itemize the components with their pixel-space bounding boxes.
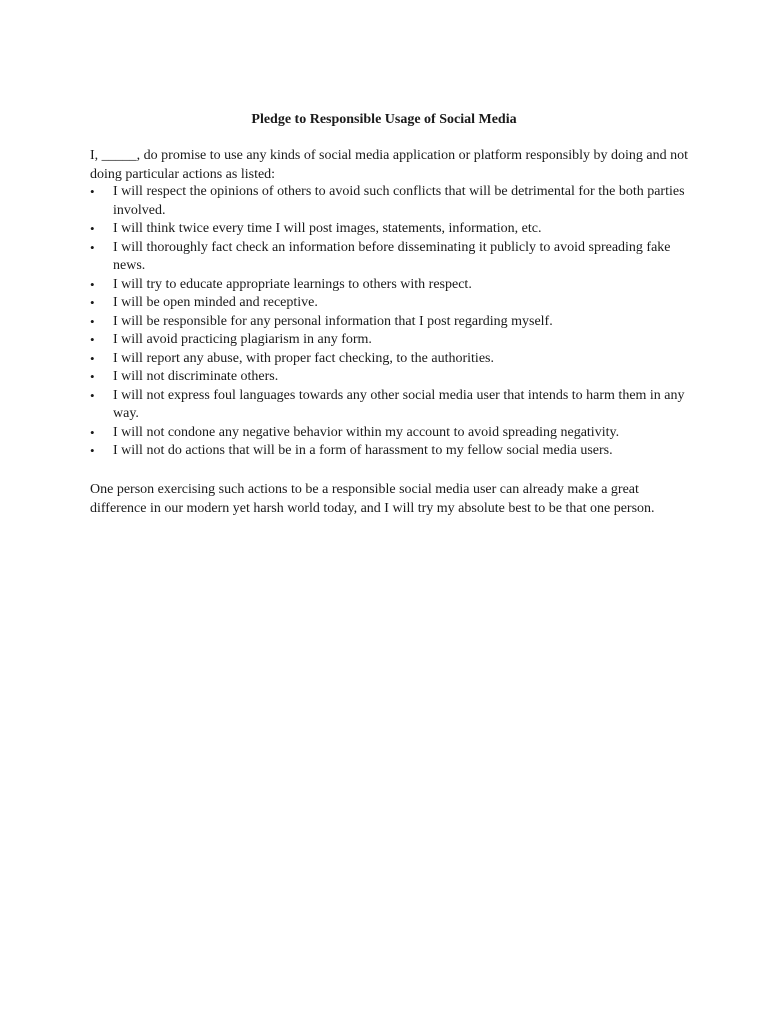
intro-paragraph: I, _____, do promise to use any kinds of social media application or platform responsibly by doing and not doing particular actions as listed: xyxy=(90,148,689,182)
pledge-text: I will not discriminate others. xyxy=(113,369,279,384)
list-item xyxy=(90,387,690,424)
pledge-text: I will try to educate appropriate learnings to others with respect. xyxy=(113,276,472,292)
pledge-text: I will respect the opinions of others to avoid such conflicts that will be detrimental for the both parties involved. xyxy=(113,184,685,218)
bullet-icon: • xyxy=(90,369,95,384)
list-item xyxy=(90,239,690,276)
bullet-icon: • xyxy=(90,276,95,292)
pledge-text: I will avoid practicing plagiarism in any form. xyxy=(113,332,372,347)
list-item xyxy=(90,276,690,295)
list-item xyxy=(90,442,690,461)
list-item xyxy=(90,220,690,239)
bullet-icon: • xyxy=(90,313,95,329)
pledge-text: I will not express foul languages towards any other social media user that intends to harm them in any way. xyxy=(113,387,685,421)
pledge-text: I will report any abuse, with proper fact checking, to the authorities. xyxy=(113,350,494,366)
bullet-icon: • xyxy=(90,387,95,403)
list-item xyxy=(90,183,690,220)
list-item xyxy=(90,424,690,443)
bullet-icon: • xyxy=(90,221,95,236)
pledge-text: I will not do actions that will be in a form of harassment to my fellow social media users. xyxy=(113,443,613,458)
pledge-text: I will think twice every time I will post images, statements, information, etc. xyxy=(113,221,542,236)
list-item xyxy=(90,368,690,387)
bullet-icon: • xyxy=(90,184,95,199)
pledge-text: I will be responsible for any personal information that I post regarding myself. xyxy=(113,313,553,329)
list-item xyxy=(90,350,690,369)
pledge-list xyxy=(90,183,690,461)
pledge-text: I will thoroughly fact check an information before disseminating it publicly to avoid spreading fake news. xyxy=(113,239,671,273)
list-item xyxy=(90,331,690,350)
bullet-icon: • xyxy=(90,332,95,347)
bullet-icon: • xyxy=(90,239,95,255)
closing-paragraph: One person exercising such actions to be a responsible social media user can already make a great difference in our modern yet harsh world today, and I will try my absolute best to be that one person. xyxy=(90,482,655,516)
list-item xyxy=(90,294,690,313)
bullet-icon: • xyxy=(90,443,95,458)
pledge-text: I will be open minded and receptive. xyxy=(113,295,318,310)
document-title: Pledge to Responsible Usage of Social Media xyxy=(251,112,517,127)
bullet-icon: • xyxy=(90,350,95,366)
list-item xyxy=(90,313,690,332)
pledge-text: I will not condone any negative behavior within my account to avoid spreading negativity. xyxy=(113,424,620,440)
bullet-icon: • xyxy=(90,295,95,310)
bullet-icon: • xyxy=(90,424,95,440)
